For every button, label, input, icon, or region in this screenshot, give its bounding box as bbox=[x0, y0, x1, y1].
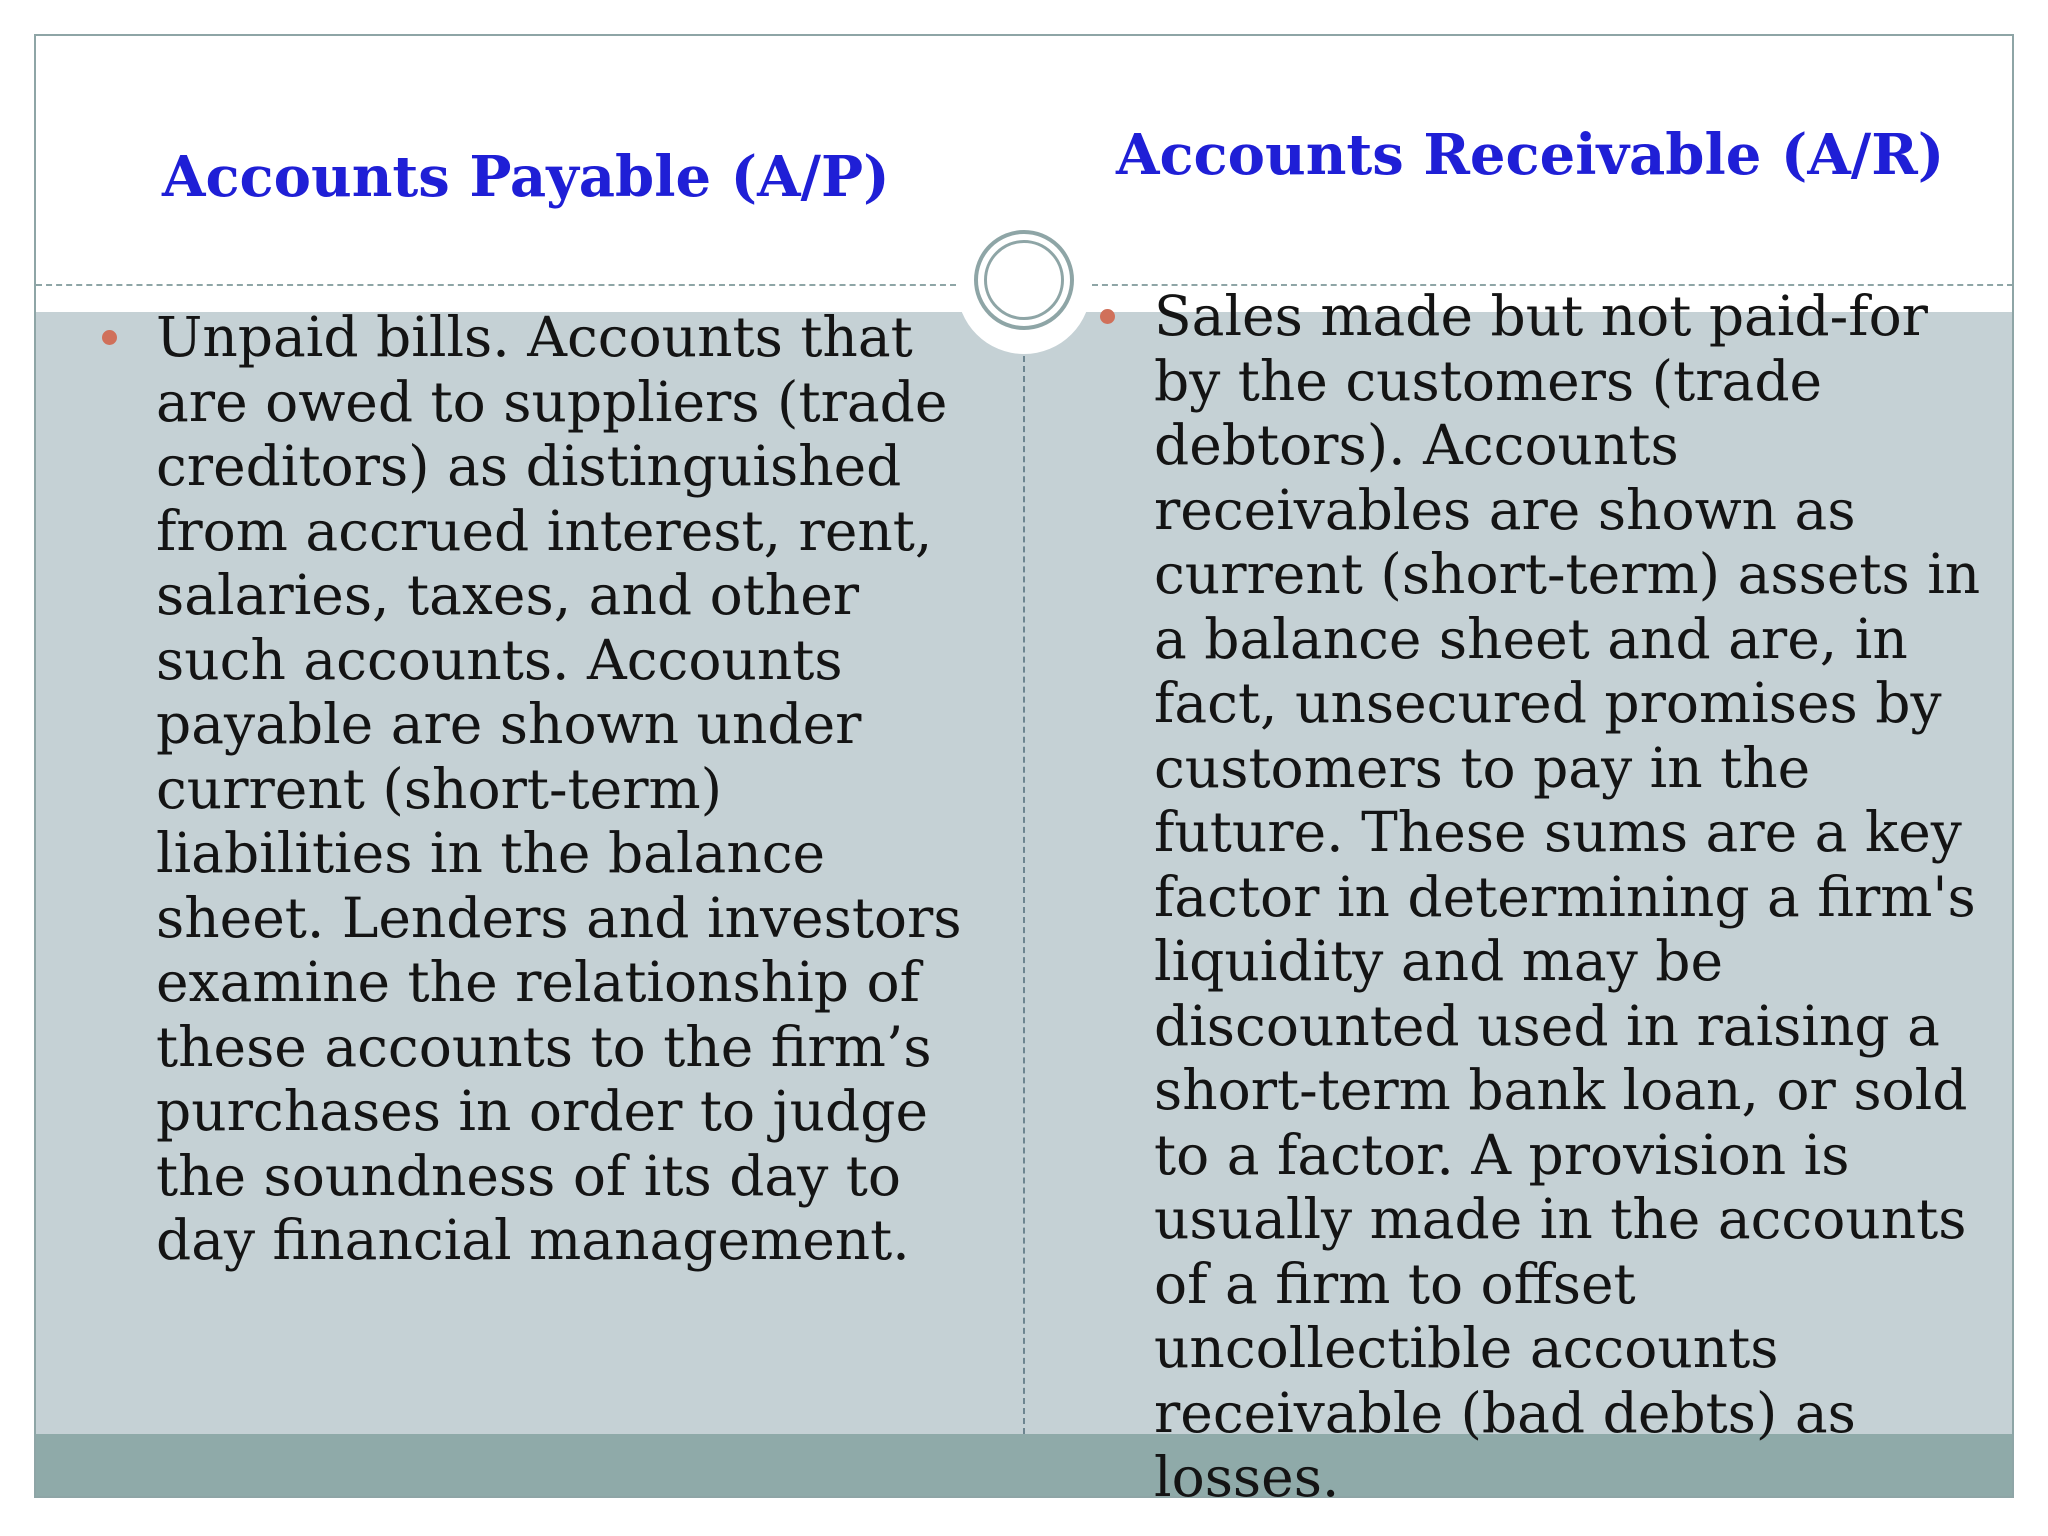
bullet-dot-icon bbox=[1100, 309, 1115, 324]
heading-accounts-payable: Accounts Payable (A/P) bbox=[162, 144, 890, 210]
heading-accounts-receivable: Accounts Receivable (A/R) bbox=[1116, 122, 1945, 188]
right-column-bullets bbox=[1098, 284, 1998, 1510]
bullet-item-accounts-payable bbox=[100, 305, 980, 1273]
left-column-bullets bbox=[100, 305, 980, 1273]
bullet-text: Unpaid bills. Accounts that are owed to suppliers (trade creditors) as distinguished from accrued interest, rent, salaries, taxes, and other such accounts. Accounts payable are shown under current (short-term) liabilities in the balance sheet. Lenders and investors examine the relationship of these accounts to the firm’s purchases in order to judge the soundness of its day to day financial management. bbox=[156, 305, 962, 1272]
bullet-text: Sales made but not paid-for by the customers (trade debtors). Accounts receivables are shown as current (short-term) assets in a balance sheet and are, in fact, unsecured promises by customers to pay in the future. These sums are a key factor in determining a firm's liquidity and may be discounted used in raising a short-term bank loan, or sold to a factor. A provision is usually made in the accounts of a firm to offset uncollectible accounts receivable (bad debts) as losses. bbox=[1154, 284, 1981, 1509]
column-divider bbox=[1023, 346, 1025, 1434]
bullet-item-accounts-receivable bbox=[1098, 284, 1998, 1510]
bullet-dot-icon bbox=[102, 330, 117, 345]
circle-ornament-inner-icon bbox=[984, 240, 1064, 320]
header-divider-left bbox=[36, 284, 956, 286]
